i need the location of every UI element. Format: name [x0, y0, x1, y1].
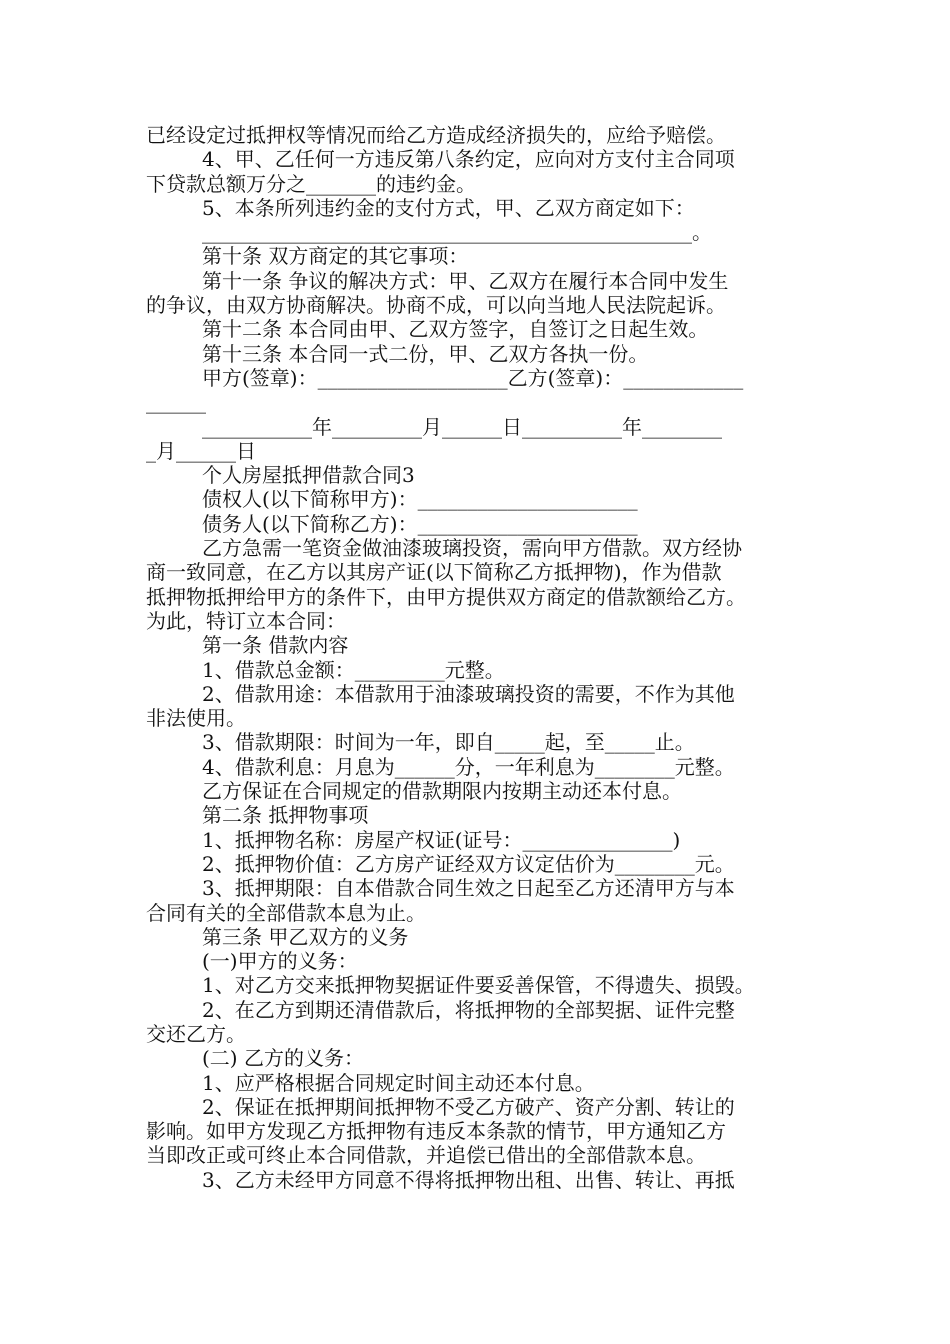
text-line: 第十一条 争议的解决方式：甲、乙双方在履行本合同中发生 [202, 268, 729, 293]
text-line: ______ [146, 390, 206, 415]
text-line: 为此，特订立本合同： [146, 608, 346, 633]
text-line: 1、应严格根据合同规定时间主动还本付息。 [202, 1070, 595, 1095]
text-line: 第三条 甲乙双方的义务 [202, 924, 409, 949]
text-line: 已经设定过抵押权等情况而给乙方造成经济损失的，应给予赔偿。 [146, 123, 726, 147]
text-line: 第二条 抵押物事项 [202, 803, 369, 828]
text-line: 非法使用。 [146, 706, 246, 731]
text-line: 1、对乙方交来抵押物契据证件要妥善保管，不得遗失、损毁。 [202, 973, 755, 998]
text-line: 2、保证在抵押期间抵押物不受乙方破产、资产分割、转让的 [202, 1094, 735, 1119]
text-line: 抵押物抵押给甲方的条件下，由甲方提供双方商定的借款额给乙方。 [146, 584, 746, 609]
text-line: 乙方保证在合同规定的借款期限内按期主动还本付息。 [202, 779, 682, 804]
text-line: 合同有关的全部借款本息为止。 [146, 900, 426, 925]
text-line: 3、乙方未经甲方同意不得将抵押物出租、出售、转让、再抵 [202, 1167, 735, 1192]
text-line: 5、本条所列违约金的支付方式，甲、乙双方商定如下： [202, 195, 695, 220]
text-line: _________________________________________________。 [202, 220, 712, 245]
text-line: 2、借款用途：本借款用于油漆玻璃投资的需要，不作为其他 [202, 681, 735, 706]
text-line: 乙方急需一笔资金做油漆玻璃投资，需向甲方借款。双方经协 [202, 536, 742, 561]
text-line: 商一致同意，在乙方以其房产证(以下简称乙方抵押物)，作为借款 [146, 560, 722, 585]
text-line: 甲方(签章)：___________________乙方(签章)：____________ [202, 365, 744, 390]
text-line: ___________年_________月______日__________年________ [202, 414, 722, 439]
text-line: 3、借款期限：时间为一年，即自_____起，至_____止。 [202, 730, 695, 755]
text-line: 3、抵押期限：自本借款合同生效之日起至乙方还清甲方与本 [202, 876, 735, 901]
text-line: 1、抵押物名称：房屋产权证(证号：_______________) [202, 827, 681, 852]
text-line: 4、甲、乙任何一方违反第八条约定，应向对方支付主合同项 [202, 147, 735, 172]
text-line: 下贷款总额万分之_______的违约金。 [146, 171, 476, 196]
text-line: 2、在乙方到期还清借款后，将抵押物的全部契据、证件完整 [202, 997, 735, 1022]
text-line: 的争议，由双方协商解决。协商不成，可以向当地人民法院起诉。 [146, 293, 726, 318]
text-line: 4、借款利息：月息为______分，一年利息为________元整。 [202, 754, 735, 779]
text-line: 交还乙方。 [146, 1021, 246, 1046]
text-line: 第一条 借款内容 [202, 633, 349, 658]
text-line: 第十三条 本合同一式二份，甲、乙双方各执一份。 [202, 341, 649, 366]
text-line: 债权人(以下简称甲方)：______________________ [202, 487, 638, 512]
text-line: 当即改正或可终止本合同借款，并追偿已借出的全部借款本息。 [146, 1143, 706, 1168]
text-line: 债务人(以下简称乙方)：______________________ [202, 511, 638, 536]
text-line: (一)甲方的义务： [202, 949, 358, 974]
document-page [146, 123, 811, 1192]
text-line: 1、借款总金额：_________元整。 [202, 657, 505, 682]
text-line: 第十二条 本合同由甲、乙双方签字，自签订之日起生效。 [202, 317, 709, 342]
text-line: (二) 乙方的义务： [202, 1046, 364, 1071]
text-line: _月______日 [146, 438, 256, 463]
text-line: 2、抵押物价值：乙方房产证经双方议定估价为________元。 [202, 851, 735, 876]
text-line: 个人房屋抵押借款合同3 [202, 463, 415, 488]
text-line: 影响。如甲方发现乙方抵押物有违反本条款的情节，甲方通知乙方 [146, 1119, 726, 1144]
text-line: 第十条 双方商定的其它事项： [202, 244, 469, 269]
